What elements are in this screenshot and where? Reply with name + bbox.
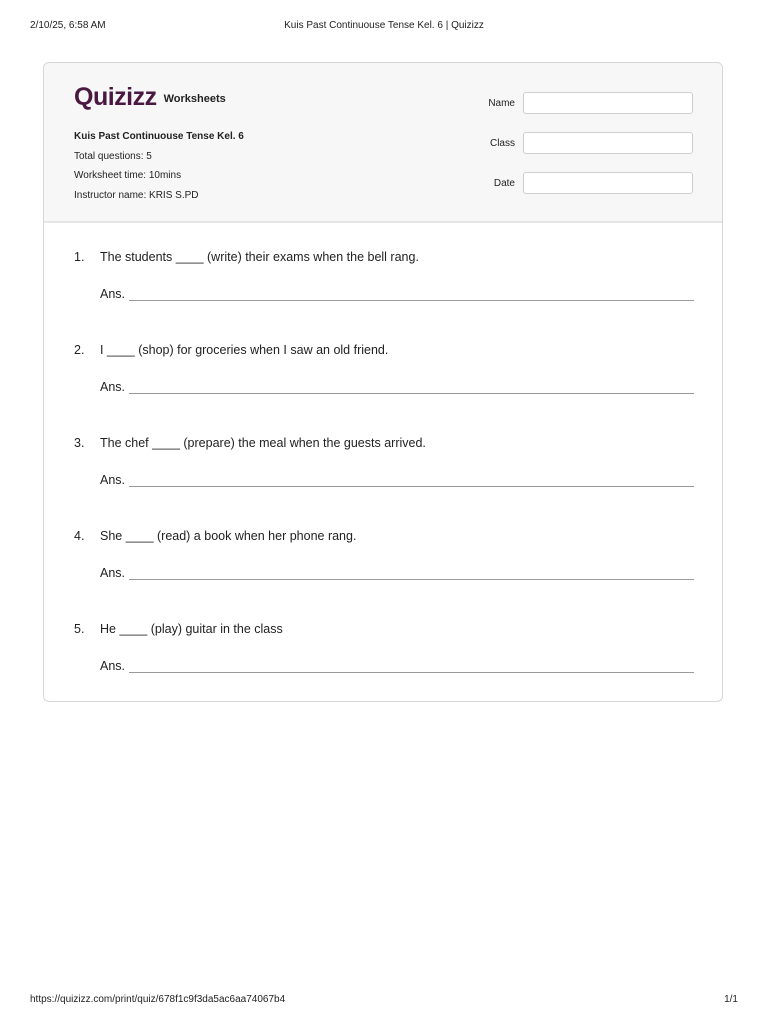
question-number: 3.	[74, 436, 85, 450]
question-text: I ____ (shop) for groceries when I saw an old friend.	[100, 343, 389, 357]
name-input[interactable]	[523, 92, 693, 114]
class-field-row	[474, 131, 693, 155]
answer-label: Ans.	[100, 287, 126, 301]
worksheet-card	[43, 62, 723, 702]
brand-logo	[74, 85, 226, 110]
total-questions: Total questions: 5	[74, 150, 152, 162]
quiz-title: Kuis Past Continuouse Tense Kel. 6	[74, 131, 244, 142]
question-item	[74, 621, 694, 702]
answer-rule[interactable]	[129, 567, 694, 580]
question-item	[74, 342, 694, 435]
question-text: He ____ (play) guitar in the class	[100, 622, 283, 636]
quiz-meta	[74, 127, 244, 205]
question-number: 4.	[74, 529, 85, 543]
question-item	[74, 435, 694, 528]
date-label: Date	[493, 177, 515, 189]
answer-label: Ans.	[100, 566, 126, 580]
question-item	[74, 249, 694, 342]
class-input[interactable]	[523, 132, 693, 154]
quizizz-logo: Quizizz	[74, 83, 157, 111]
question-number: 1.	[74, 250, 85, 264]
logo-suffix: Worksheets	[163, 93, 226, 105]
question-text: The students ____ (write) their exams when the bell rang.	[100, 250, 419, 264]
worksheet-time: Worksheet time: 10mins	[74, 170, 182, 181]
question-number: 2.	[74, 343, 85, 357]
question-item	[74, 528, 694, 621]
answer-label: Ans.	[100, 473, 126, 487]
name-label: Name	[488, 97, 515, 109]
class-label: Class	[489, 137, 515, 149]
print-page-title: Kuis Past Continuouse Tense Kel. 6 | Quizizz	[284, 20, 484, 31]
answer-rule[interactable]	[129, 288, 694, 301]
worksheet-header	[44, 63, 722, 223]
question-number: 5.	[74, 622, 85, 636]
question-text: She ____ (read) a book when her phone rang.	[100, 529, 357, 543]
student-fields	[474, 91, 693, 211]
print-datetime: 2/10/25, 6:58 AM	[30, 20, 106, 31]
answer-line[interactable]	[100, 473, 694, 487]
answer-label: Ans.	[100, 380, 126, 394]
print-page-number: 1/1	[724, 994, 738, 1005]
name-field-row	[474, 91, 693, 115]
question-list	[74, 249, 694, 702]
date-field-row	[474, 171, 693, 195]
answer-rule[interactable]	[129, 660, 694, 673]
answer-line[interactable]	[100, 287, 694, 301]
print-url: https://quizizz.com/print/quiz/678f1c9f3da5ac6aa74067b4	[30, 994, 286, 1005]
answer-rule[interactable]	[129, 381, 694, 394]
answer-line[interactable]	[100, 380, 694, 394]
question-text: The chef ____ (prepare) the meal when the guests arrived.	[100, 436, 426, 450]
date-input[interactable]	[523, 172, 693, 194]
answer-line[interactable]	[100, 566, 694, 580]
instructor-name: Instructor name: KRIS S.PD	[74, 189, 199, 201]
answer-line[interactable]	[100, 659, 694, 673]
answer-label: Ans.	[100, 659, 126, 673]
answer-rule[interactable]	[129, 474, 694, 487]
